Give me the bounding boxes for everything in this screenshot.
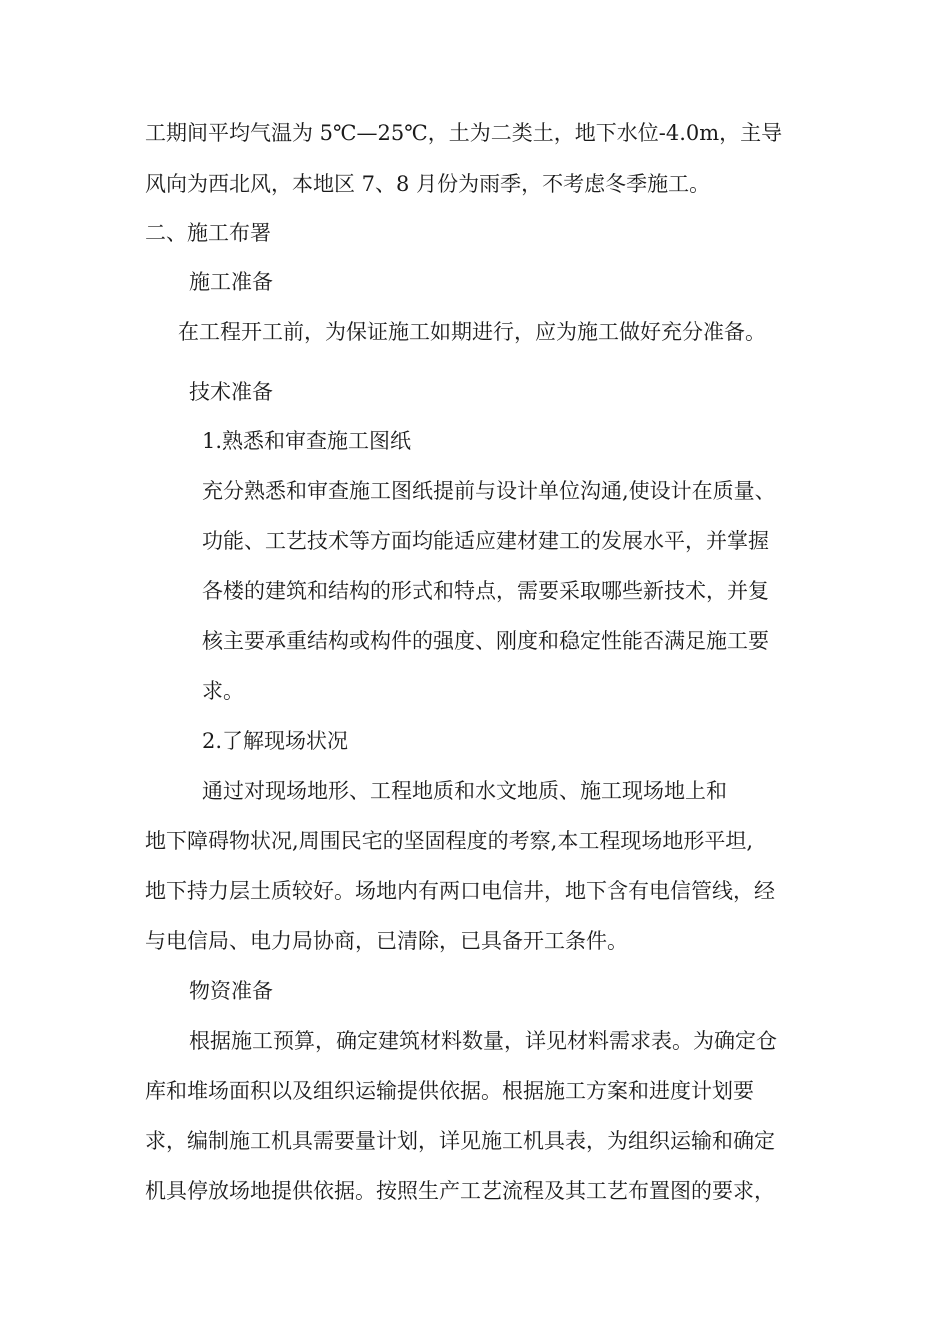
item-heading: 1.熟悉和审查施工图纸 — [202, 429, 412, 453]
text-line: 与电信局、电力局协商，已清除，已具备开工条件。 — [145, 929, 628, 953]
subsection-heading: 技术准备 — [189, 380, 273, 404]
text-line: 在工程开工前，为保证施工如期进行，应为施工做好充分准备。 — [178, 320, 766, 344]
text-line: 库和堆场面积以及组织运输提供依据。根据施工方案和进度计划要 — [145, 1079, 754, 1103]
text-line: 风向为西北风，本地区 7、8 月份为雨季，不考虑冬季施工。 — [145, 172, 711, 196]
text-line: 根据施工预算，确定建筑材料数量，详见材料需求表。为确定仓 — [189, 1029, 777, 1053]
text-line: 通过对现场地形、工程地质和水文地质、施工现场地上和 — [202, 779, 727, 803]
text-line: 功能、工艺技术等方面均能适应建材建工的发展水平，并掌握 — [202, 529, 769, 553]
text-line: 充分熟悉和审查施工图纸提前与设计单位沟通,使设计在质量、 — [202, 479, 776, 503]
subsection-heading: 施工准备 — [189, 270, 273, 294]
subsection-heading: 物资准备 — [189, 979, 273, 1003]
text-line: 地下持力层土质较好。场地内有两口电信井，地下含有电信管线，经 — [145, 879, 775, 903]
item-heading: 2.了解现场状况 — [202, 729, 349, 753]
text-line: 核主要承重结构或构件的强度、刚度和稳定性能否满足施工要 — [202, 629, 769, 653]
text-line: 求，编制施工机具需要量计划，详见施工机具表，为组织运输和确定 — [145, 1129, 775, 1153]
section-heading: 二、施工布署 — [145, 221, 271, 245]
text-line: 机具停放场地提供依据。按照生产工艺流程及其工艺布置图的要求， — [145, 1179, 775, 1203]
text-line: 地下障碍物状况,周围民宅的坚固程度的考察,本工程现场地形平坦, — [145, 829, 754, 853]
text-line: 求。 — [202, 679, 244, 703]
text-line: 工期间平均气温为 5℃—25℃，土为二类土，地下水位-4.0m，主导 — [145, 121, 783, 145]
text-line: 各楼的建筑和结构的形式和特点，需要采取哪些新技术，并复 — [202, 579, 769, 603]
